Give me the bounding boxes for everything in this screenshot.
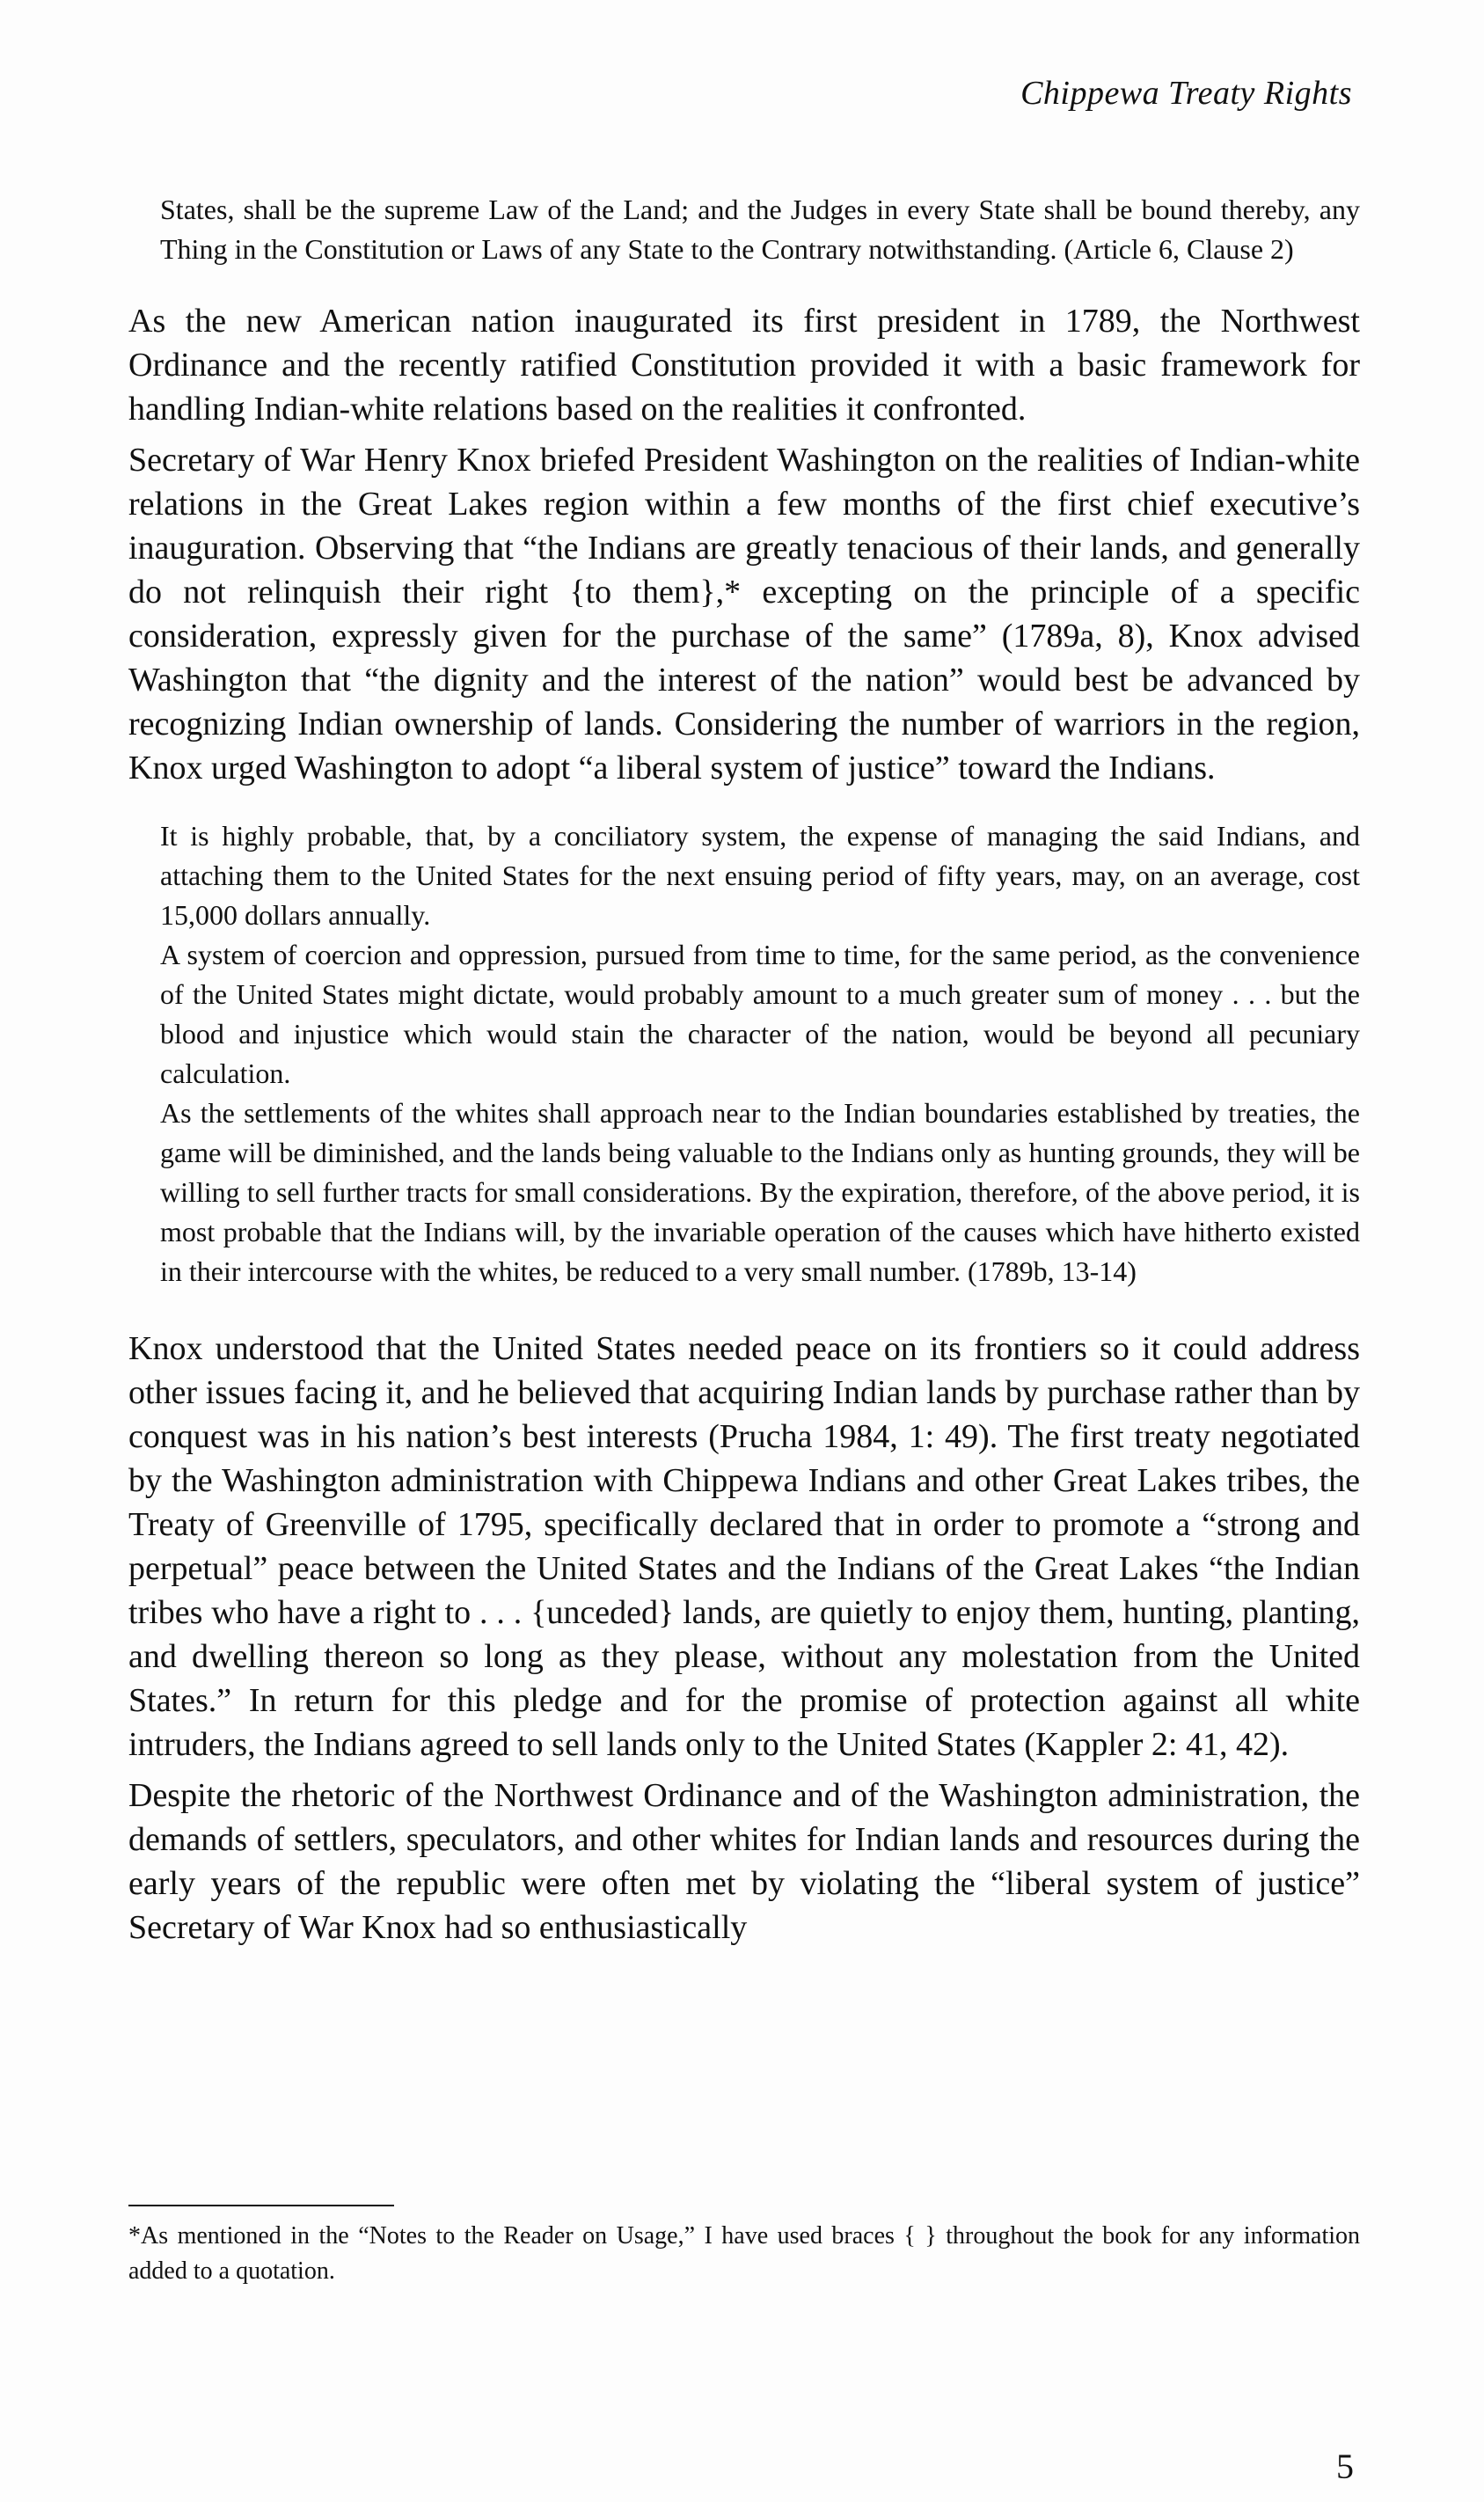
quote-paragraph: It is highly probable, that, by a conciliatory system, the expense of managing the said Indians, and attaching them to the United States for the next ensuing period of fifty years, may, on an average, cost 15,000 dollars annually. [160, 820, 1360, 931]
body-paragraph: As the new American nation inaugurated its first president in 1789, the Northwest Ordinance and the recently ratified Constitution provided it with a basic framework for handling Indian-white relations based on the realities it confronted. [128, 303, 1360, 428]
quote-paragraph: States, shall be the supreme Law of the Land; and the Judges in every State shall be bound thereby, any Thing in the Constitution or Laws of any State to the Contrary notwithstanding. (Article 6, Clause 2) [160, 194, 1360, 265]
block-quote-knox [160, 816, 1360, 1291]
body-section-2 [128, 1327, 1360, 1950]
footnote: *As mentioned in the “Notes to the Reader on Usage,” I have used braces { } throughout the book for any information added to a quotation. [128, 2222, 1360, 2285]
body-paragraph: Knox understood that the United States needed peace on its frontiers so it could address other issues facing it, and he believed that acquiring Indian lands by purchase rather than by conquest was in his nation’s best interests (Prucha 1984, 1: 49). The first treaty negotiated by the Washington administration with Chippewa Indians and other Great Lakes tribes, the Treaty of Greenville of 1795, specifically declared that in order to promote a “strong and perpetual” peace between the United States and the Indians of the Great Lakes “the Indian tribes who have a right to . . . {unceded} lands, are quietly to enjoy them, hunting, planting, and dwelling thereon so long as they please, without any molestation from the United States.” In return for this pledge and for the promise of protection against all white intruders, the Indians agreed to sell lands only to the United States (Kappler 2: 41, 42). [128, 1330, 1360, 1763]
running-header-title: Chippewa Treaty Rights [1020, 75, 1352, 112]
footnote-divider [128, 2205, 394, 2206]
body-paragraph: Secretary of War Henry Knox briefed President Washington on the realities of Indian-white relations in the Great Lakes region within a few months of the first chief executive’s inauguration. Observing that “the Indians are greatly tenacious of their lands, and generally do not relinquish their right {to them},* excepting on the principle of a specific consideration, expressly given for the purchase of the same” (1789a, 8), Knox advised Washington that “the dignity and the interest of the nation” would best be advanced by recognizing Indian ownership of lands. Considering the number of warriors in the region, Knox urged Washington to adopt “a liberal system of justice” toward the Indians. [128, 442, 1360, 786]
page-content [128, 190, 1360, 1957]
quote-paragraph: A system of coercion and oppression, pursued from time to time, for the same period, as the convenience of the United States might dictate, would probably amount to a much greater sum of money . . . but the blood and injustice which would stain the character of the nation, would be beyond all pecuniary calculation. [160, 939, 1360, 1089]
quote-paragraph: As the settlements of the whites shall approach near to the Indian boundaries established by treaties, the game will be diminished, and the lands being valuable to the Indians only as hunting grounds, they will be willing to sell further tracts for small considerations. By the expiration, therefore, of the above period, it is most probable that the Indians will, by the invariable operation of the causes which have hitherto existed in their intercourse with the whites, be reduced to a very small number. (1789b, 13-14) [160, 1097, 1360, 1287]
body-paragraph: Despite the rhetoric of the Northwest Ordinance and of the Washington administration, the demands of settlers, speculators, and other whites for Indian lands and resources during the early years of the republic were often met by violating the “liberal system of justice” Secretary of War Knox had so enthusiastically [128, 1777, 1360, 1946]
body-section-1 [128, 299, 1360, 790]
block-quote-constitution [160, 190, 1360, 269]
page-number: 5 [1336, 2447, 1354, 2486]
